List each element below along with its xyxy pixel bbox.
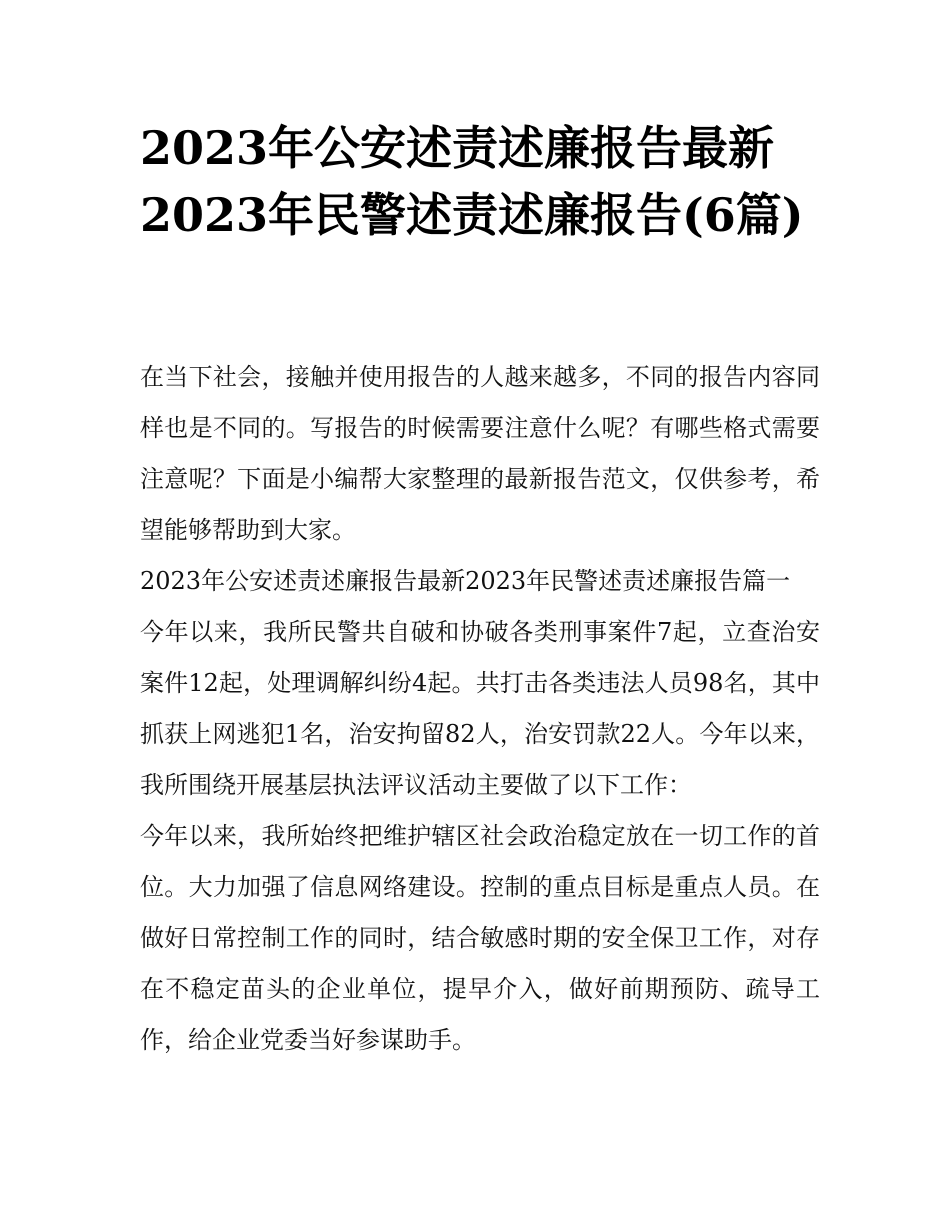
body-paragraph: 今年以来，我所始终把维护辖区社会政治稳定放在一切工作的首位。大力加强了信息网络建设。控制的重点目标是重点人员。在做好日常控制工作的同时，结合敏感时期的安全保卫工作，对存在不稳定苗头的企业单位，提早介入，做好前期预防、疏导工作，给企业党委当好参谋助手。	[140, 822, 820, 1054]
document-title: 2023年公安述责述廉报告最新2023年民警述责述廉报告(6篇)	[140, 121, 804, 242]
section-heading: 2023年公安述责述廉报告最新2023年民警述责述廉报告篇一	[140, 567, 791, 595]
intro-paragraph: 在当下社会，接触并使用报告的人越来越多，不同的报告内容同样也是不同的。写报告的时候需要注意什么呢？有哪些格式需要注意呢？下面是小编帮大家整理的最新报告范文，仅供参考，希望能够帮助到大家。	[140, 363, 820, 544]
document-body	[140, 352, 820, 1066]
body-paragraph: 今年以来，我所民警共自破和协破各类刑事案件7起，立查治安案件12起，处理调解纠纷4起。共打击各类违法人员98名，其中抓获上网逃犯1名，治安拘留82人，治安罚款22人。今年以来，我所围绕开展基层执法评议活动主要做了以下工作：	[140, 618, 820, 799]
